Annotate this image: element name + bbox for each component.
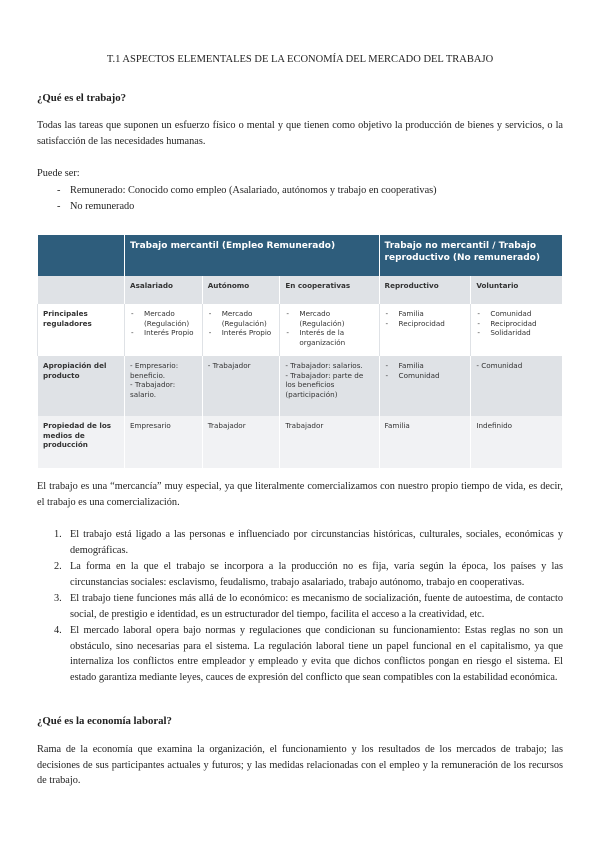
cell-item: - Comunidad <box>385 371 466 381</box>
numbered-item <box>37 559 563 590</box>
cell-item: - Mercado (Regulación) <box>285 309 373 328</box>
cell-item: - Interés Propio <box>130 328 197 338</box>
table-cell: - Trabajador <box>202 356 280 416</box>
cell-item: - Mercado (Regulación) <box>130 309 197 328</box>
cell-item: - Reciprocidad <box>385 319 466 329</box>
work-types-table <box>37 235 562 468</box>
header-no-mercantil: Trabajo no mercantil / Trabajo reproductivo (No remunerado) <box>379 235 562 276</box>
list-item: - No remunerado <box>37 199 437 215</box>
table-row <box>38 356 563 416</box>
row-label: Principales reguladores <box>38 304 125 356</box>
heading-economia-laboral: ¿Qué es la economía laboral? <box>37 715 172 727</box>
item-text: El trabajo está ligado a las personas e influenciado por circunstancias históricas, culturales, sociales, económicas y demográficas. <box>70 529 563 556</box>
mercancia-paragraph: El trabajo es una “mercancía” muy especial, ya que literalmente comercializamos con nuestro propio tiempo de vida, es decir, el trabajo es una comercialización. <box>37 481 563 508</box>
subheader-cell: Autónomo <box>202 276 280 304</box>
item-text: La forma en la que el trabajo se incorpora a la producción no es fija, varía según la época, los países y las circunstancias sociales: esclavismo, feudalismo, trabajo asalariado, trabajo autónomo, trabajo en cooperativas. <box>70 561 563 588</box>
subheader-cell: Asalariado <box>125 276 203 304</box>
table-cell: Indefinido <box>471 416 562 468</box>
table-cell <box>125 304 203 356</box>
subheader-cell: Reproductivo <box>379 276 471 304</box>
definition-paragraph: Todas las tareas que suponen un esfuerzo físico o mental y que tienen como objetivo la producción de bienes y servicios, o la satisfacción de las necesidades humanas. <box>37 120 563 147</box>
numbered-list <box>37 527 563 686</box>
table-cell <box>202 304 280 356</box>
list-item: - Remunerado: Conocido como empleo (Asalariado, autónomos y trabajo en cooperativas) <box>37 183 437 199</box>
table-cell: Empresario <box>125 416 203 468</box>
table-cell: - Empresario: beneficio. - Trabajador: salario. <box>125 356 203 416</box>
table-corner <box>38 235 125 276</box>
table-corner-sub <box>38 276 125 304</box>
document-title: T.1 ASPECTOS ELEMENTALES DE LA ECONOMÍA DEL MERCADO DEL TRABAJO <box>106 54 494 65</box>
table-cell <box>379 304 471 356</box>
table-cell <box>280 304 379 356</box>
numbered-item <box>37 591 563 622</box>
heading-que-es-trabajo: ¿Qué es el trabajo? <box>37 92 127 104</box>
row-label: Apropiación del producto <box>38 356 125 416</box>
cell-item: - Mercado (Regulación) <box>208 309 275 328</box>
subheader-cell: En cooperativas <box>280 276 379 304</box>
subheader-cell: Voluntario <box>471 276 562 304</box>
item-text: El mercado laboral opera bajo normas y regulaciones que condicionan su funcionamiento: Estas reglas no son un obstáculo, sino necesarias para el sistema. La regulación laboral tiene un papel funcional en el capitalismo, ya que internaliza los conflictos entre empleador y empleado y evita que dichos conflictos pongan en riesgo el sistema. El estado garantiza mediante leyes, cauces de expresión del conflicto que sean compatibles con la estabilidad económica. <box>70 625 563 683</box>
numbered-item <box>37 527 563 558</box>
table-cell: Trabajador <box>202 416 280 468</box>
puede-ser-label: Puede ser: <box>37 168 80 179</box>
cell-item: - Familia <box>385 361 466 371</box>
cell-item: - Interés Propio <box>208 328 275 338</box>
table-cell: Trabajador <box>280 416 379 468</box>
item-text: El trabajo tiene funciones más allá de lo económico: es mecanismo de socialización, fuente de autoestima, de contacto social, de prestigio e identidad, es un estructurador del tiempo, facilita el acceso a la creatividad, etc. <box>70 593 563 620</box>
table-cell <box>471 304 562 356</box>
table-cell: - Trabajador: salarios. - Trabajador: parte de los beneficios (participación) <box>280 356 379 416</box>
header-mercantil: Trabajo mercantil (Empleo Remunerado) <box>125 235 380 276</box>
item-number: 1. <box>54 529 62 540</box>
item-number: 2. <box>54 561 62 572</box>
cell-item: - Interés de la organización <box>285 328 373 347</box>
table-cell: Familia <box>379 416 471 468</box>
item-number: 3. <box>54 593 62 604</box>
cell-item: - Solidaridad <box>476 328 557 338</box>
cell-item: - Reciprocidad <box>476 319 557 329</box>
cell-item: - Comunidad <box>476 309 557 319</box>
table-cell: - Comunidad <box>471 356 562 416</box>
cell-item: - Familia <box>385 309 466 319</box>
economia-laboral-paragraph: Rama de la economía que examina la organización, el funcionamiento y los resultados de los mercados de trabajo; las decisiones de sus participantes actuales y futuros; y las medidas relacionadas con el empleo y la remuneración de los recursos de trabajo. <box>37 744 563 786</box>
table-cell <box>379 356 471 416</box>
item-number: 4. <box>54 625 62 636</box>
row-label: Propiedad de los medios de producción <box>38 416 125 468</box>
table-row <box>38 304 563 356</box>
table-row <box>38 416 563 468</box>
numbered-item <box>37 623 563 685</box>
